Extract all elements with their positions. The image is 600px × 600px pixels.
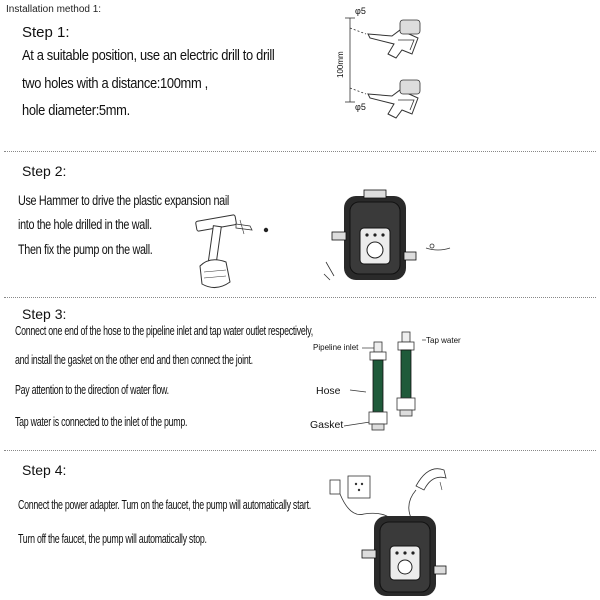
- step1-line-2: two holes with a distance:100mm ,: [22, 75, 208, 92]
- tap-water-label: Tap water: [426, 336, 461, 345]
- electric-drill-icon: [368, 80, 420, 118]
- hammer-diagram: [180, 200, 280, 295]
- step2-line-3: Then fix the pump on the wall.: [18, 242, 153, 257]
- water-pump-icon: [362, 516, 446, 596]
- document-title: Installation method 1:: [6, 4, 102, 15]
- water-pump-icon: [332, 190, 416, 280]
- hammer-icon: [195, 215, 236, 288]
- divider: [4, 450, 596, 451]
- hose-label: Hose: [316, 385, 341, 397]
- step3-title: Step 3:: [22, 306, 67, 322]
- step3-line-4: Tap water is connected to the inlet of the pump.: [15, 414, 188, 429]
- step2-line-2: into the hole drilled in the wall.: [18, 217, 152, 232]
- expansion-nail-icon: [236, 220, 268, 234]
- step3-line-3: Pay attention to the direction of water flow.: [15, 382, 169, 397]
- pipeline-inlet-label: Pipeline inlet: [313, 343, 359, 352]
- step4-line-2: Turn off the faucet, the pump will automatically stop.: [18, 531, 207, 546]
- power-faucet-diagram: [320, 458, 470, 598]
- pump-wall-diagram: [320, 188, 460, 298]
- electric-drill-icon: [368, 20, 420, 58]
- hose-icon: [369, 342, 387, 430]
- step1-title: Step 1:: [22, 24, 70, 41]
- drill-diagram: [340, 10, 440, 120]
- step4-line-1: Connect the power adapter. Turn on the faucet, the pump will automatically start.: [18, 497, 311, 512]
- step2-title: Step 2:: [22, 163, 67, 179]
- step1-line-3: hole diameter:5mm.: [22, 102, 130, 119]
- divider: [4, 151, 596, 152]
- step1-line-1: At a suitable position, use an electric drill to drill: [22, 47, 275, 64]
- step2-line-1: Use Hammer to drive the plastic expansion nail: [18, 193, 229, 208]
- faucet-icon: [409, 469, 446, 520]
- step3-line-2: and install the gasket on the other end and then connect the joint.: [15, 352, 253, 367]
- distance-label: 100mm: [336, 51, 345, 78]
- step4-title: Step 4:: [22, 462, 67, 478]
- divider: [4, 297, 596, 298]
- hole-diameter-bottom-label: φ5: [355, 102, 366, 112]
- step3-line-1: Connect one end of the hose to the pipeline inlet and tap water outlet respectively,: [15, 323, 313, 338]
- hose-icon: [397, 332, 415, 416]
- gasket-label: Gasket: [310, 419, 344, 431]
- hose-diagram: [340, 326, 440, 436]
- hole-diameter-top-label: φ5: [355, 6, 366, 16]
